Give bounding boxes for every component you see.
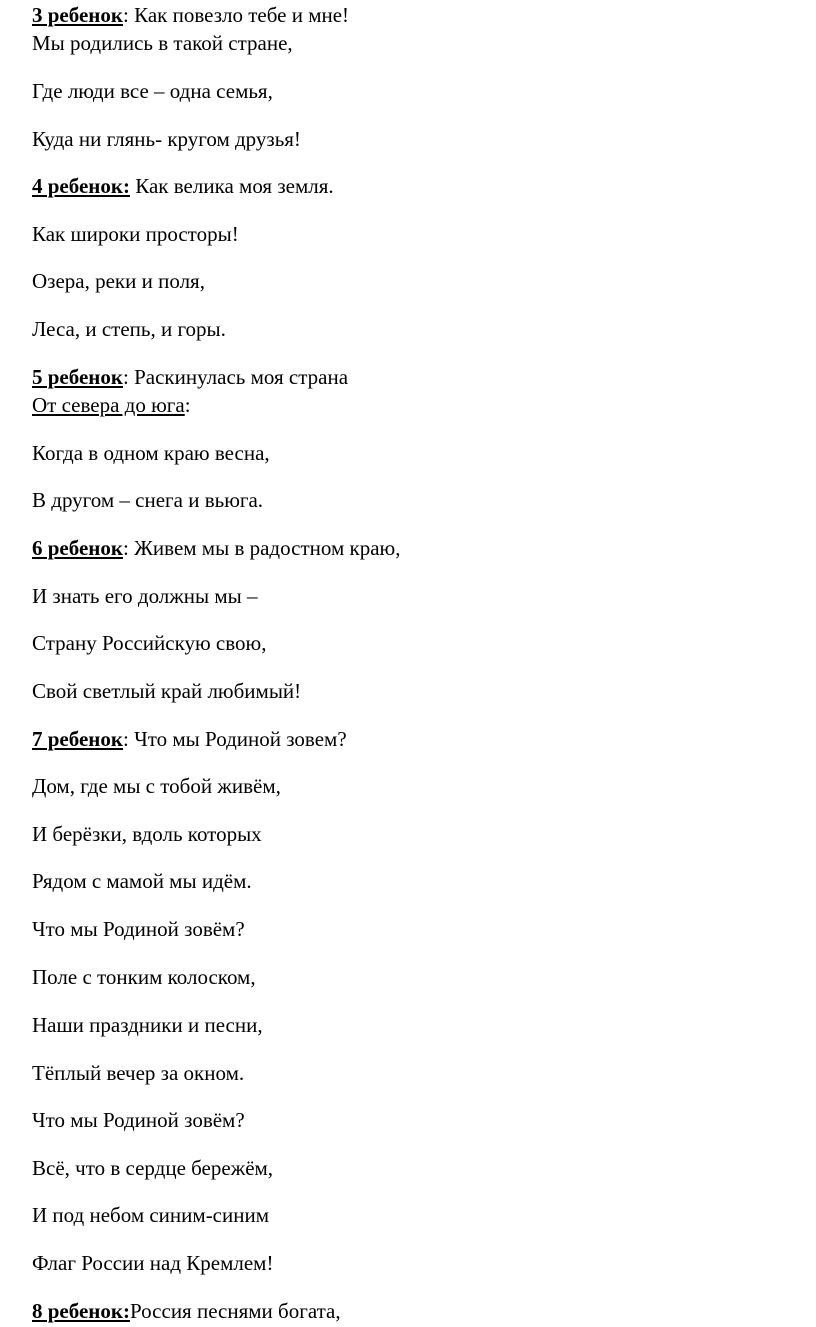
speaker-label-6: 6 ребенок bbox=[32, 536, 123, 560]
poem-text: Россия песнями богата, bbox=[130, 1299, 341, 1323]
underlined-text: От севера до юга bbox=[32, 393, 185, 417]
poem-line: Дом, где мы с тобой живём, bbox=[32, 774, 281, 798]
poem-line: Рядом с мамой мы идём. bbox=[32, 869, 252, 893]
poem-line: Флаг России над Кремлем! bbox=[32, 1251, 274, 1275]
poem-line: Озера, реки и поля, bbox=[32, 269, 205, 293]
poem-line: Куда ни глянь- кругом друзья! bbox=[32, 127, 301, 151]
poem-text: Живем мы в радостном краю, bbox=[128, 536, 401, 560]
speaker-label-7: 7 ребенок bbox=[32, 727, 123, 751]
poem-line: Леса, и степь, и горы. bbox=[32, 317, 226, 341]
poem-text: Как велика моя земля. bbox=[130, 174, 334, 198]
poem-line: Наши праздники и песни, bbox=[32, 1013, 263, 1037]
stanza-8-line-1 bbox=[32, 1299, 341, 1323]
speaker-label-5: 5 ребенок bbox=[32, 365, 123, 389]
stanza-7-line-1 bbox=[32, 727, 347, 751]
speaker-separator: : bbox=[123, 3, 129, 27]
poem-line: И под небом синим-синим bbox=[32, 1203, 270, 1227]
poem-line: Поле с тонким колоском, bbox=[32, 965, 256, 989]
speaker-separator: : bbox=[123, 727, 129, 751]
poem-line: Свой светлый край любимый! bbox=[32, 679, 302, 703]
speaker-label-4: 4 ребенок: bbox=[32, 174, 130, 198]
poem-line: И берёзки, вдоль которых bbox=[32, 822, 262, 846]
poem-line: Что мы Родиной зовём? bbox=[32, 1108, 245, 1132]
poem-line: Где люди все – одна семья, bbox=[32, 79, 273, 103]
stanza-5-line-2 bbox=[32, 393, 191, 417]
poem-line: Страну Российскую свою, bbox=[32, 631, 267, 655]
stanza-6-line-1 bbox=[32, 536, 400, 560]
poem-line: И знать его должны мы – bbox=[32, 584, 258, 608]
speaker-separator: : bbox=[123, 365, 129, 389]
poem-line: Когда в одном краю весна, bbox=[32, 441, 270, 465]
poem-line: Как широки просторы! bbox=[32, 222, 239, 246]
poem-text: Что мы Родиной зовем? bbox=[128, 727, 347, 751]
speaker-label-3: 3 ребенок bbox=[32, 3, 123, 27]
poem-text: Раскинулась моя страна bbox=[128, 365, 349, 389]
stanza-5-line-1 bbox=[32, 365, 348, 389]
stanza-3-line-1 bbox=[32, 3, 349, 27]
poem-line: Тёплый вечер за окном. bbox=[32, 1061, 245, 1085]
poem-line: Всё, что в сердце бережём, bbox=[32, 1156, 274, 1180]
poem-line: В другом – снега и вьюга. bbox=[32, 488, 264, 512]
poem-line: Что мы Родиной зовём? bbox=[32, 917, 245, 941]
poem-text: Как повезло тебе и мне! bbox=[128, 3, 350, 27]
poem-line: Мы родились в такой стране, bbox=[32, 31, 293, 55]
poem-text: : bbox=[184, 393, 191, 417]
stanza-4-line-1 bbox=[32, 174, 334, 198]
speaker-separator: : bbox=[123, 536, 129, 560]
speaker-label-8: 8 ребенок: bbox=[32, 1299, 130, 1323]
